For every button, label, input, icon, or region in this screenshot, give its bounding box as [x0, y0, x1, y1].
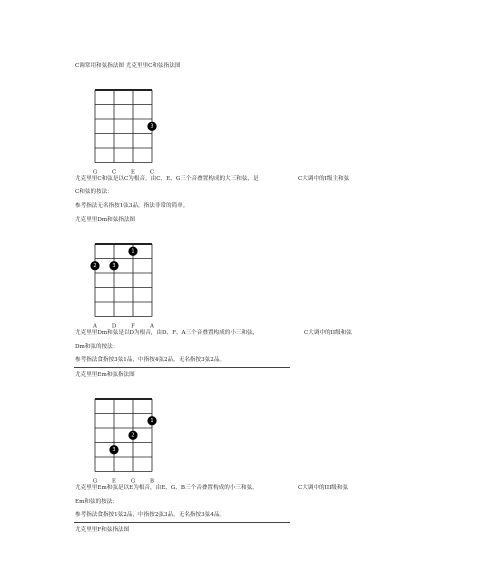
string-label: E	[131, 169, 135, 176]
string-label: F	[131, 323, 135, 330]
svg-text:1: 1	[150, 417, 154, 424]
svg-text:2: 2	[93, 262, 97, 269]
fretboard-grid	[95, 399, 152, 472]
chord-diagram-em	[90, 395, 160, 483]
chord-diagram-c	[90, 86, 160, 174]
string-labels	[93, 479, 154, 485]
svg-text:3: 3	[112, 262, 116, 269]
finger-dots	[147, 122, 156, 131]
chord-description-right-em: C大调中的III级和弦	[298, 485, 349, 491]
chord-description-dm: 尤克里里Dm和弦是以D为根音，由D、F、A三个音叠置构成的小三和弦，	[75, 330, 259, 336]
finger-dot	[128, 431, 137, 440]
finger-dot	[109, 261, 118, 270]
page-title: C调常用和弦指法图 尤克里里C和弦指法图	[75, 63, 181, 69]
divider	[74, 522, 290, 523]
chord-fingering-dm: 参考指法食指按3弦1品，中指按4弦2品，无名指按3弦2品。	[75, 357, 226, 363]
chord-method-em: Em和弦的按法：	[75, 499, 118, 505]
string-label: D	[111, 323, 117, 330]
next-title-em: 尤克里里Em和弦指法图	[75, 372, 135, 378]
string-label: A	[150, 323, 154, 330]
finger-dot	[147, 122, 156, 131]
divider	[74, 367, 290, 368]
svg-text:1: 1	[131, 248, 135, 255]
string-label: G	[92, 169, 98, 176]
chord-method-c: C和弦的按法：	[75, 189, 113, 195]
fretboard-grid	[95, 90, 152, 163]
chord-fingering-em: 参考指法食指按1弦2品，中指按2弦3品，无名指按3弦4品。	[75, 512, 226, 518]
string-labels	[93, 170, 154, 176]
finger-dot	[147, 416, 156, 425]
svg-text:3: 3	[150, 123, 154, 130]
next-title-f: 尤克里里F和弦指法图	[75, 527, 130, 533]
string-label: A	[93, 323, 97, 330]
chord-fingering-c: 参考指法无名指按1弦3品，指法非常的简单。	[75, 203, 189, 209]
string-label: B	[150, 478, 154, 485]
finger-dot	[128, 247, 137, 256]
chord-description-right-dm: C大调中的II级和弦	[304, 330, 352, 336]
string-label: E	[112, 478, 116, 485]
svg-text:2: 2	[131, 432, 135, 439]
string-label: G	[92, 478, 98, 485]
fretboard-grid	[95, 244, 152, 317]
next-title-dm: 尤克里里Dm和弦指法图	[75, 217, 136, 223]
string-labels	[92, 324, 154, 330]
string-label: G	[130, 478, 136, 485]
chord-diagram-dm	[90, 240, 160, 328]
chord-method-dm: Dm和弦的按法：	[75, 344, 119, 350]
finger-dot	[90, 261, 99, 270]
chord-description-right-c: C大调中的I级主和弦	[298, 176, 350, 182]
chord-description-em: 尤克里里Em和弦是以E为根音，由E、G、B三个音叠置构成的小三和弦，	[75, 485, 258, 491]
finger-dot	[109, 445, 118, 454]
string-label: C	[111, 169, 117, 176]
svg-text:3: 3	[112, 446, 116, 453]
string-label: C	[149, 169, 155, 176]
chord-description-c: 尤克里里C和弦是以C为根音，由C、E、G三个音叠置构成的大三和弦，是	[75, 176, 259, 182]
